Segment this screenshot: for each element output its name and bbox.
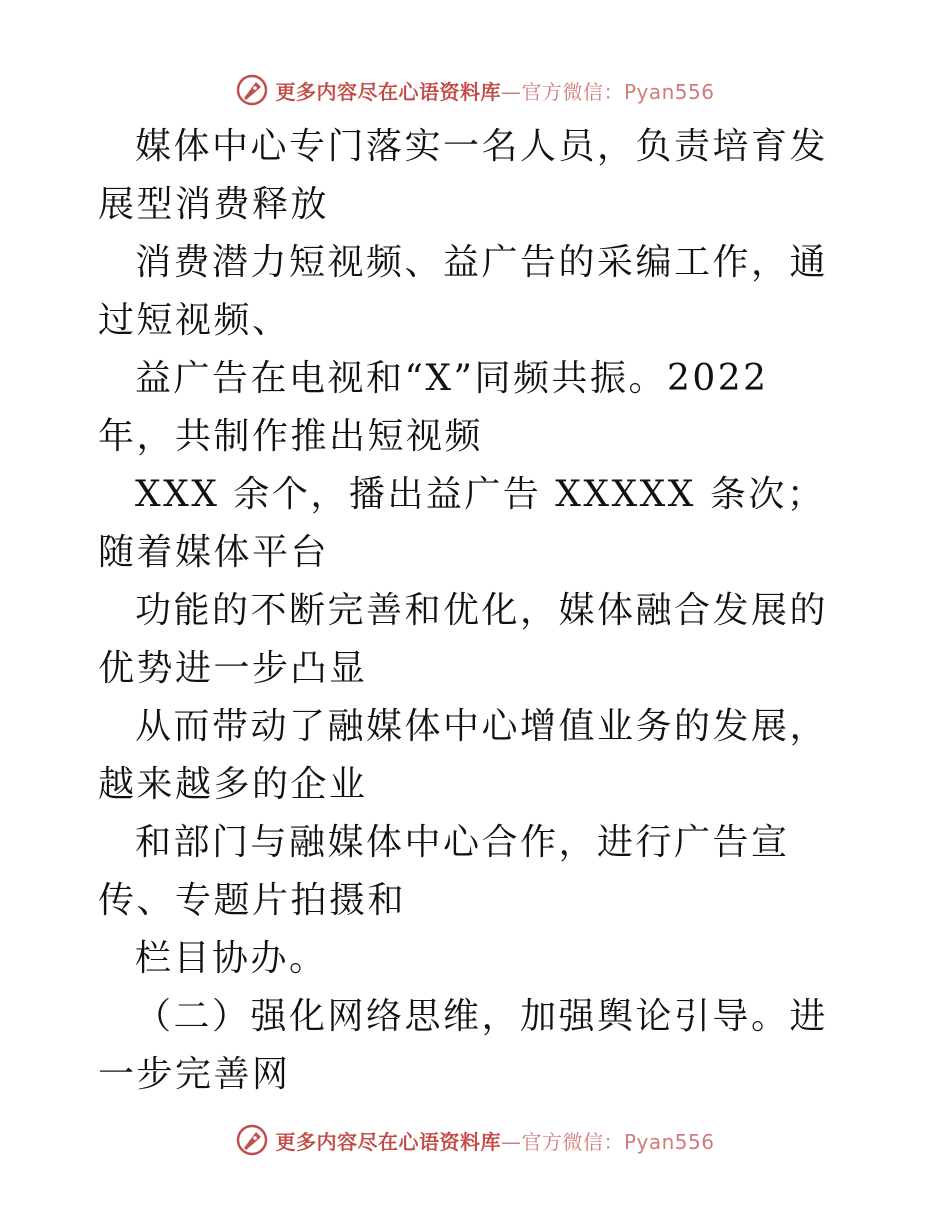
watermark-title: 更多内容尽在心语资料库 [275,1129,501,1154]
paragraph: 益广告在电视和“X”同频共振。2022 年，共制作推出短视频 [98,358,769,457]
watermark-text [275,76,714,105]
paragraph: （二）强化网络思维，加强舆论引导。进一步完善网 [98,996,829,1095]
watermark [235,73,714,107]
pen-nib-circle-icon [235,1123,269,1157]
paragraph: XXX 余个，播出益广告 XXXXX 条次；随着媒体平台 [98,474,826,573]
paragraph: 栏目协办。 [135,938,328,979]
watermark-separator: — [500,79,522,104]
watermark [235,1123,714,1157]
watermark-contact: 官方微信：Pyan556 [521,1129,715,1154]
document-body [98,118,858,1104]
paragraph: 和部门与融媒体中心合作，进行广告宣传、专题片拍摄和 [98,822,790,921]
pen-nib-circle-icon [235,73,269,107]
watermark-title: 更多内容尽在心语资料库 [275,79,501,104]
page-header-watermark [0,68,950,112]
watermark-text [275,1126,714,1155]
page-footer-watermark [0,1118,950,1162]
paragraph: 消费潜力短视频、益广告的采编工作，通过短视频、 [98,242,829,341]
paragraph: 媒体中心专门落实一名人员，负责培育发展型消费释放 [98,126,829,225]
watermark-contact: 官方微信：Pyan556 [521,79,715,104]
paragraph: 从而带动了融媒体中心增值业务的发展，越来越多的企业 [98,706,829,805]
watermark-separator: — [500,1129,522,1154]
paragraph: 功能的不断完善和优化，媒体融合发展的优势进一步凸显 [98,590,829,689]
